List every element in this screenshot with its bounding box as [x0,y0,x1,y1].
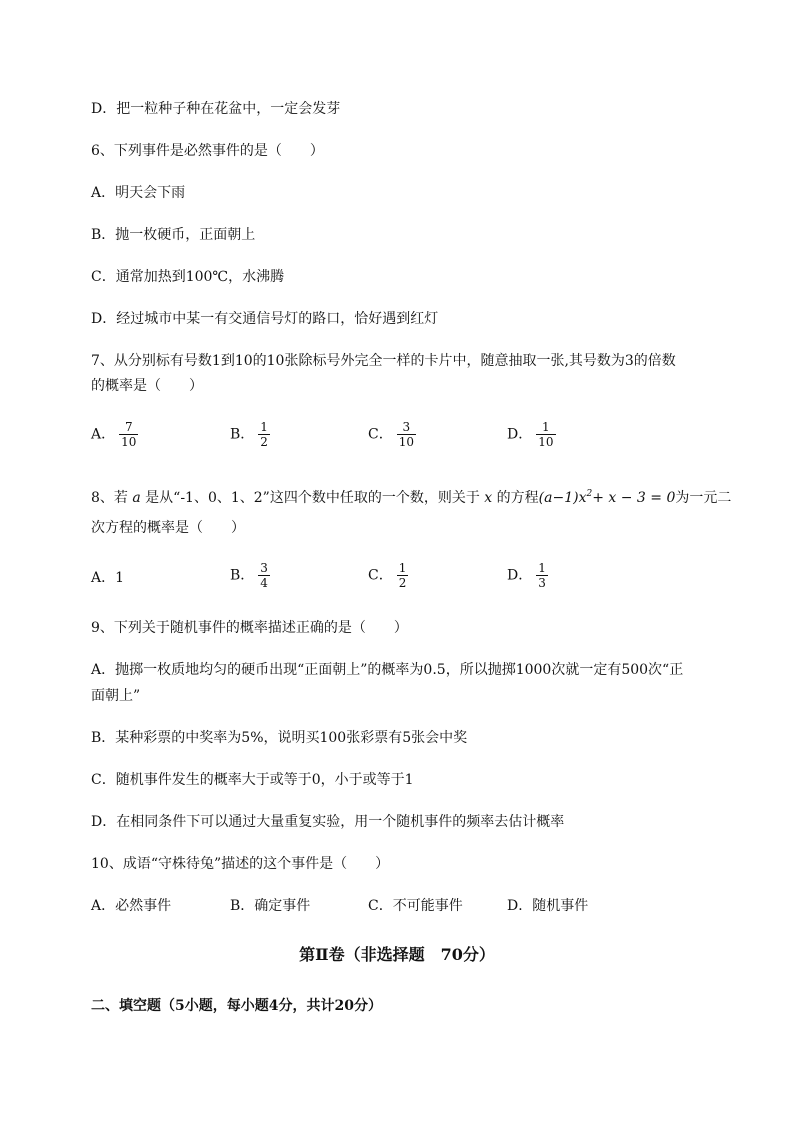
option-label: C． [368,426,393,443]
q8-text-b: 是从“-1、0、1、2”这四个数中任取的一个数，则关于 [140,490,485,506]
q8-text-c: 的方程 [492,490,539,506]
q7-stem-line1: 7、从分别标有号数1到10的10张除标号外完全一样的卡片中，随意抽取一张,其号数为3的倍数 [91,353,676,369]
q8-option-d [507,561,548,590]
q9-option-c: C．随机事件发生的概率大于或等于0，小于或等于1 [91,772,414,788]
denominator: 10 [121,435,137,449]
denominator: 4 [260,576,268,590]
numerator: 1 [538,561,546,575]
q7-option-b [230,420,270,449]
q7-option-a [91,420,138,449]
q5-option-d: D．把一粒种子种在花盆中，一定会发芽 [91,101,341,117]
fraction [397,561,409,590]
q7-stem-line2: 的概率是（ ） [91,378,203,394]
q9-option-d: D．在相同条件下可以通过大量重复实验，用一个随机事件的频率去估计概率 [91,814,565,830]
q8-option-b [230,561,270,590]
q8-option-a: A．1 [91,570,125,586]
option-label: C． [368,567,393,584]
option-label: B． [230,567,255,584]
denominator: 2 [260,435,268,449]
q7-option-d [507,420,556,449]
numerator: 3 [260,561,268,575]
q6-stem: 6、下列事件是必然事件的是（ ） [91,143,324,159]
numerator: 1 [260,420,268,434]
q9-option-a-line1: A．抛掷一枚质地均匀的硬币出现“正面朝上”的概率为0.5，所以抛掷1000次就一定有500次“正 [91,662,684,678]
option-label: A． [91,426,116,443]
q9-option-a-line2: 面朝上” [91,688,141,704]
numerator: 7 [124,420,133,434]
q8-stem-line1 [91,484,731,508]
fraction [536,561,548,590]
section-heading: 二、填空题（5小题，每小题4分，共计20分） [91,998,382,1014]
q6-option-d: D．经过城市中某一有交通信号灯的路口，恰好遇到红灯 [91,311,439,327]
q10-option-b: B．确定事件 [230,898,311,914]
denominator: 10 [538,435,554,449]
fraction [258,561,270,590]
q8-stem-line2: 次方程的概率是（ ） [91,520,245,536]
part-two-title: 第Ⅱ卷（非选择题 70分） [299,945,495,964]
fraction [397,420,416,449]
denominator: 3 [538,576,546,590]
denominator: 10 [398,435,414,449]
variable-x: x [484,490,493,506]
fraction [536,420,555,449]
q10-option-d: D．随机事件 [507,898,589,914]
q10-stem: 10、成语“守株待兔”描述的这个事件是（ ） [91,856,390,872]
numerator: 1 [398,561,407,575]
q10-option-c: C．不可能事件 [368,898,463,914]
fraction [119,420,138,449]
q8-option-c [368,561,408,590]
q8-text-a: 8、若 [91,490,133,506]
numerator: 3 [402,420,411,434]
numerator: 1 [542,420,550,434]
q6-option-a: A．明天会下雨 [91,185,186,201]
option-label: B． [230,426,255,443]
q9-option-b: B．某种彩票的中奖率为5%，说明买100张彩票有5张会中奖 [91,730,468,746]
denominator: 2 [398,576,407,590]
fraction [258,420,270,449]
q10-option-a: A．必然事件 [91,898,172,914]
option-label: D． [507,567,533,584]
q6-option-c: C．通常加热到100℃，水沸腾 [91,269,285,285]
equation-part: + x − 3 = 0 [592,490,676,506]
variable-a: a [132,490,141,506]
q7-option-c [368,420,416,449]
exponent: 2 [586,489,593,499]
q8-text-d: 为一元二 [675,490,732,506]
equation-part: (a−1)x [538,490,587,506]
equation [539,490,676,506]
q9-stem: 9、下列关于随机事件的概率描述正确的是（ ） [91,620,408,636]
q6-option-b: B．抛一枚硬币，正面朝上 [91,227,256,243]
option-label: D． [507,426,533,443]
